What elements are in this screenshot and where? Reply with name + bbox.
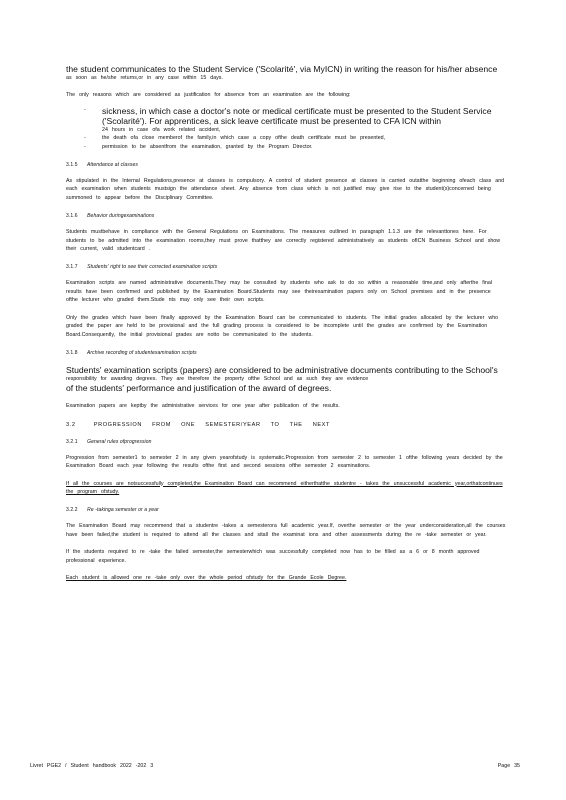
bullet-dash: - xyxy=(84,106,86,113)
absence-reasons-lead: The only reasons which are considered as justification for absence from an examination are the following: xyxy=(66,92,351,99)
archive-big-line-1: Students' examination scripts (papers) are considered to be administrative documents contributing to the School's xyxy=(66,364,498,375)
scripts-right-paragraph-1: Examination scripts are named administrative documents.They may be consulted by students who ask to do so within a reasonable time,and only afterthe final results have been confirmed and published by the Examination Board.Students may see theirexamination papers only on School premises and in the presence ofthe lecturer who graded them.Stude nts may only see their own scripts. xyxy=(66,280,492,304)
footer-page-number: Page 35 xyxy=(497,763,520,769)
section-heading-3-1-8 xyxy=(66,350,506,356)
archive-small-line: responsibility for awarding degrees. They are therefore the property ofthe School and as such they are evidence xyxy=(66,375,369,382)
bullet-small-text: 24 hours in case ofa work related accident, xyxy=(102,126,221,133)
absence-reasons-list xyxy=(84,106,506,151)
list-item xyxy=(84,143,506,151)
section-heading-3-2 xyxy=(66,422,506,428)
section-number: 3.1.7 xyxy=(66,264,78,271)
retake-paragraph-3: Each student is allowed one re -take only over the whole period ofstudy for the Grande Ecole Degree. xyxy=(66,574,347,581)
bullet-small-text: the death ofa close memberof the family,in which case a copy ofthe death certificate must be presented, xyxy=(102,135,386,142)
handbook-page xyxy=(66,64,506,582)
section-title: PROGRESSION FROM ONE SEMESTER/YEAR TO THE NEXT xyxy=(93,421,331,428)
section-heading-3-2-2 xyxy=(66,507,506,513)
attendance-paragraph: As stipulated in the Internal Regulations,presence at classes is compulsory. A control of student presence at classes is carried outatthe beginning ofeach class and each examination when students mustsign the attendance sheet. Any absence from class which is not justified may give rise to the student(s)concerned being summoned to appear before the Disciplinary Committee. xyxy=(66,178,505,201)
retake-paragraph-1: The Examination Board may recommend that a studentre -takes a semesterora full academic year.If, overthe semester or the year underconsideration,all the courses have been failed,the student is required to attend all the classes and sitall the examinat ions and other assessments during the re -take semester or year. xyxy=(66,523,506,538)
section-title: Archive recording of studentexamination scripts xyxy=(86,349,197,356)
bullet-small-text: permission to be absentfrom the examination, granted by the Program Director. xyxy=(102,143,313,150)
section-title: Students' right to see their corrected examination scripts xyxy=(87,264,218,271)
section-title: Behavior duringexaminations xyxy=(87,213,155,220)
bullet-dash: - xyxy=(84,135,86,142)
archive-paragraph-2: Examination papers are keptby the administrative services for one year after publication of the results. xyxy=(66,403,340,410)
retake-paragraph-2: If the students required to re -take the failed semester,the semesterwhich was successfully completed now has to be filled as a 6 or 8 month approved professional experience. xyxy=(66,549,480,564)
list-item xyxy=(84,134,506,142)
section-title: Attendance at classes xyxy=(86,162,138,169)
bullet-dash: - xyxy=(84,143,86,150)
scripts-right-paragraph-2: Only the grades which have been finally approved by the Examination Board can be communicated to students. The initial grades allocated by the lecturer who graded the paper are held to be provisional and the full grading process is considered to be incomplete until the grades are confirmed by the Examination Board.Consequently, the initial provisional grades are notto be communicated to the students. xyxy=(66,314,499,338)
list-item xyxy=(84,106,506,134)
archive-big-line-2: of the students' performance and justification of the award of degrees. xyxy=(66,383,332,394)
section-number: 3.1.5 xyxy=(66,162,78,169)
section-heading-3-1-5 xyxy=(66,162,506,168)
section-number: 3.2 xyxy=(66,421,76,428)
footer-handbook-title: Livret PGE2 / Student handbook 2022 -202 3 xyxy=(30,763,154,769)
section-heading-3-1-7 xyxy=(66,264,506,270)
section-number: 3.2.2 xyxy=(66,507,78,514)
behavior-paragraph: Students mustbehave in compliance with the General Regulations on Examinations. The measures outlined in paragraph 1.1.3 are the relevanttones here. For students to be admitted into the examination rooms,they must prove thatthey are correctly registered administratively as students ofICN Business School and show their current, valid studentcard . xyxy=(66,229,501,253)
intro-line-2: as soon as he/she returns,or in any case within 15 days. xyxy=(66,75,223,81)
section-number: 3.1.8 xyxy=(66,349,78,356)
section-title: General rules ofprogression xyxy=(87,438,152,445)
section-heading-3-1-6 xyxy=(66,213,506,219)
section-heading-3-2-1 xyxy=(66,439,506,445)
section-number: 3.2.1 xyxy=(66,438,78,445)
progression-paragraph-2: If all the courses are notsuccessfully completed,the Examination Board can recommend eitherthatthe studentre - takes the unsuccessful academic year,orthatcontinues the program ofstudy. xyxy=(66,480,503,495)
section-title: Re -takinga semester or a year xyxy=(87,507,159,514)
intro-line-1: the student communicates to the Student Service ('Scolarité', via MyICN) in writing the reason for his/her absence xyxy=(66,64,498,74)
section-number: 3.1.6 xyxy=(66,213,78,220)
bullet-big-text: sickness, in which case a doctor's note or medical certificate must be presented to the Student Service ('Scolarité'). For apprentices, a sick leave certificate must be presented to CFA ICN within xyxy=(102,105,492,126)
progression-paragraph-1: Progression from semester1 to semester 2 in any given yearofstudy is systematic.Progression from semester 2 to semester 1 ofthe following years decided by the Examination Board each year following the results ofthe first and second sessions ofthe semester 2 examinations. xyxy=(66,454,503,470)
page-footer xyxy=(30,763,520,769)
